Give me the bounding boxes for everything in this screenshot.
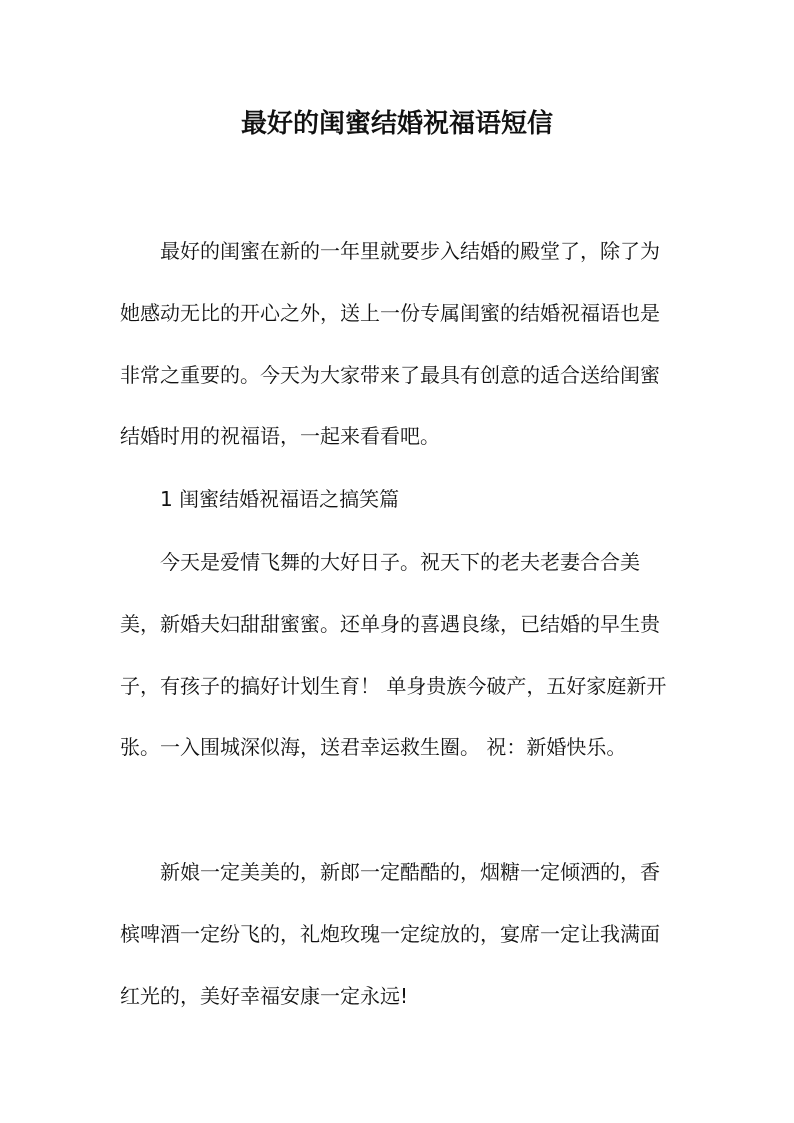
blessing-paragraph-2: 新娘一定美美的，新郎一定酷酷的，烟糖一定倾洒的，香槟啤酒一定纷飞的，礼炮玫瑰一定绽放的，宴席一定让我满面红光的，美好幸福安康一定永远! [120,860,660,1008]
blessing-paragraph-1: 今天是爱情飞舞的大好日子。祝天下的老夫老妻合合美美，新婚夫妇甜甜蜜蜜。还单身的喜遇良缘，已结婚的早生贵子，有孩子的搞好计划生育！ 单身贵族今破产，五好家庭新开张。一入围城深似海，送君幸运救生圈。 祝：新婚快乐。 [120,550,667,760]
intro-paragraph: 最好的闺蜜在新的一年里就要步入结婚的殿堂了，除了为她感动无比的开心之外，送上一份专属闺蜜的结婚祝福语也是非常之重要的。今天为大家带来了最具有创意的适合送给闺蜜结婚时用的祝福语，一起来看看吧。 [120,239,660,449]
document-title: 最好的闺蜜结婚祝福语短信 [240,109,553,139]
section-heading: 1 闺蜜结婚祝福语之搞笑篇 [160,487,400,511]
